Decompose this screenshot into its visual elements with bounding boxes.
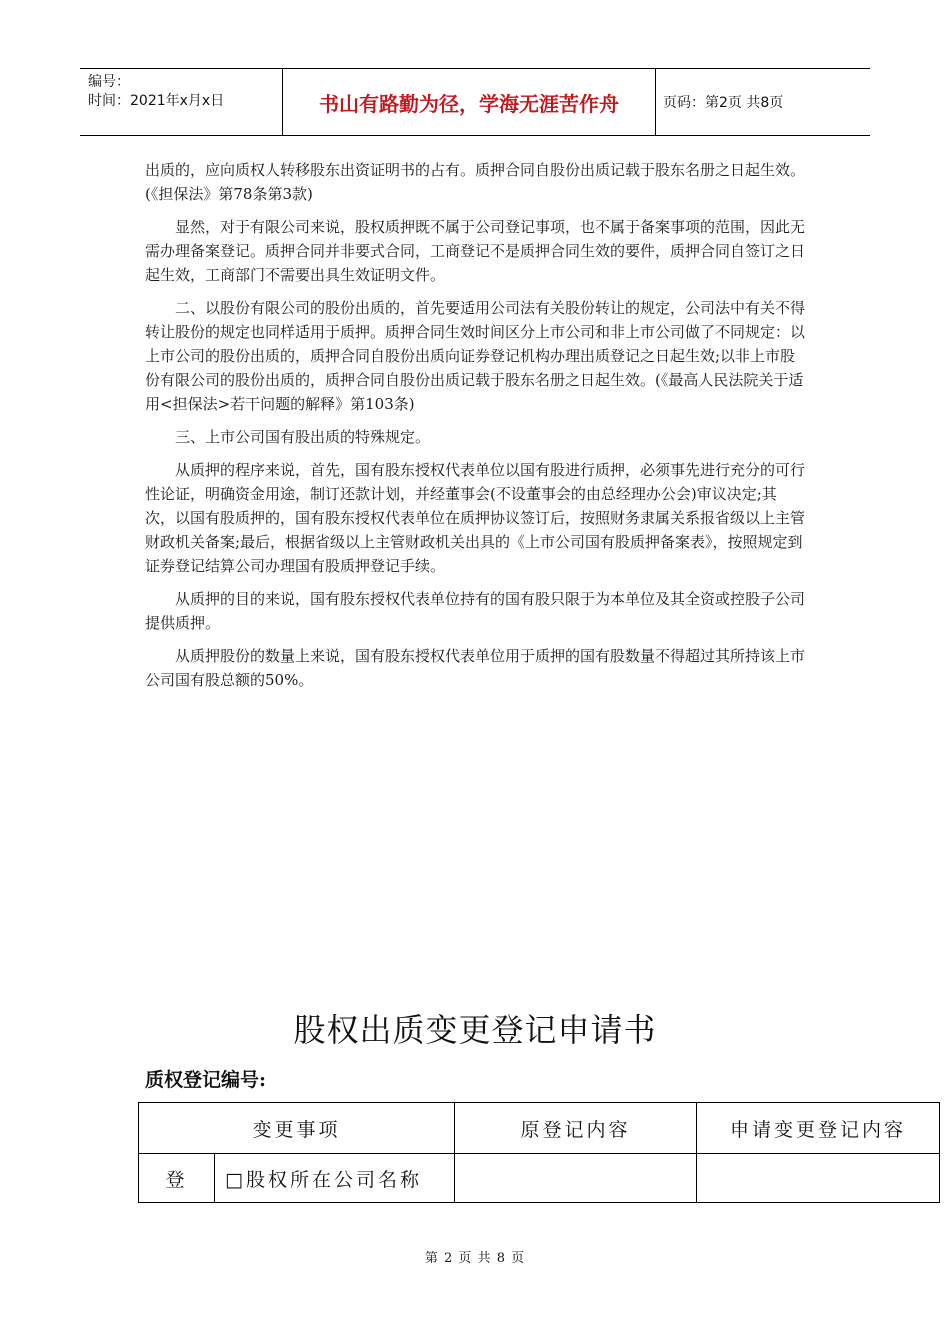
paragraph: 显然，对于有限公司来说，股权质押既不属于公司登记事项，也不属于备案事项的范围，因此无需办理备案登记。质押合同并非要式合同，工商登记不是质押合同生效的要件，质押合同自签订之日起生效，工商部门不需要出具生效证明文件。	[145, 218, 806, 284]
paragraph: 二、以股份有限公司的股份出质的，首先要适用公司法有关股份转让的规定，公司法中有关不得转让股份的规定也同样适用于质押。质押合同生效时间区分上市公司和非上市公司做了不同规定：以上市公司的股份出质的，质押合同自股份出质向证券登记机构办理出质登记之日起生效;以非上市股份有限公司的股份出质的，质押合同自股份出质记载于股东名册之日起生效。(《最高人民法院关于适用<担保法>若干问题的解释》第103条)	[145, 299, 806, 413]
body-text	[145, 158, 805, 701]
page-header	[80, 68, 870, 136]
header-page-number: 页码：第2页 共8页	[663, 95, 784, 111]
registration-number-label: 质权登记编号:	[145, 1069, 267, 1091]
header-divider	[655, 69, 656, 135]
header-time: 时间：2021年x月x日	[88, 93, 225, 109]
row-side-label: 登	[139, 1154, 215, 1203]
form-title: 股权出质变更登记申请书	[293, 1011, 657, 1049]
header-meta	[88, 73, 278, 111]
table-row	[139, 1154, 940, 1203]
cell-requested-content	[697, 1154, 940, 1203]
header-number: 编号：	[88, 74, 130, 90]
header-motto: 书山有路勤为径，学海无涯苦作舟	[319, 91, 619, 116]
paragraph: 三、上市公司国有股出质的特殊规定。	[175, 428, 431, 446]
change-registration-table	[138, 1102, 940, 1203]
column-header-requested: 申请变更登记内容	[697, 1103, 940, 1154]
page-footer: 第 2 页 共 8 页	[424, 1251, 526, 1266]
column-header-change-item: 变更事项	[139, 1103, 455, 1154]
table-header-row	[139, 1103, 940, 1154]
paragraph: 从质押股份的数量上来说，国有股东授权代表单位用于质押的国有股数量不得超过其所持该上市公司国有股总额的50%。	[145, 647, 806, 689]
cell-original-content	[455, 1154, 697, 1203]
paragraph: 从质押的目的来说，国有股东授权代表单位持有的国有股只限于为本单位及其全资或控股子公司提供质押。	[145, 590, 806, 632]
column-header-original: 原登记内容	[455, 1103, 697, 1154]
row-item-company-name: □股权所在公司名称	[215, 1154, 455, 1203]
paragraph: 从质押的程序来说，首先，国有股东授权代表单位以国有股进行质押，必须事先进行充分的可行性论证，明确资金用途，制订还款计划，并经董事会(不设董事会的由总经理办公会)审议决定;其次，以国有股质押的，国有股东授权代表单位在质押协议签订后，按照财务隶属关系报省级以上主管财政机关备案;最后，根据省级以上主管财政机关出具的《上市公司国有股质押备案表》，按照规定到证券登记结算公司办理国有股质押登记手续。	[145, 461, 806, 575]
paragraph: 出质的，应向质权人转移股东出资证明书的占有。质押合同自股份出质记载于股东名册之日起生效。(《担保法》第78条第3款)	[145, 161, 806, 203]
